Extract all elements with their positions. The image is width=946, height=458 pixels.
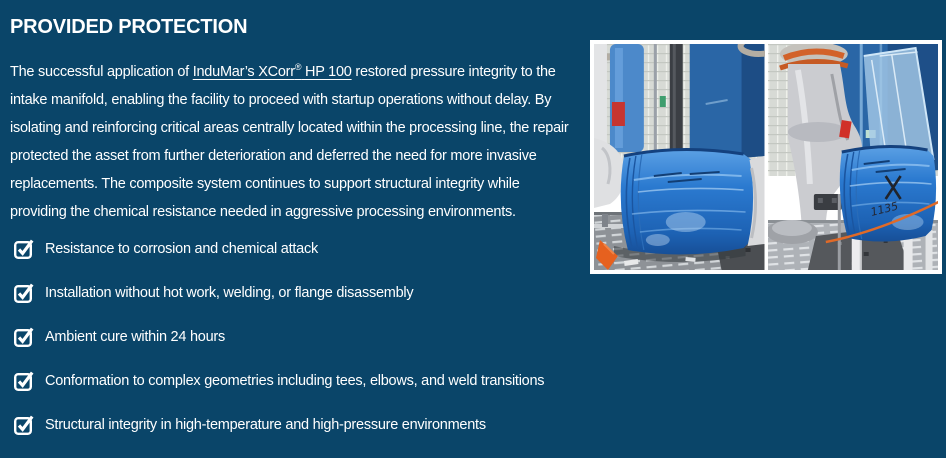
text-column [10,14,576,458]
checklist-item-label: Conformation to complex geometries including tees, elbows, and weld transitions [45,372,545,389]
checklist-item-label: Ambient cure within 24 hours [45,328,225,345]
checklist-item-label: Resistance to corrosion and chemical attack [45,240,318,257]
right-pipe-wrap-photo [768,44,939,270]
product-link-text-2: HP 100 [301,64,352,80]
svg-text:1135: 1135 [868,199,899,219]
checkbox-checked-icon [14,414,34,435]
benefits-checklist [14,238,576,435]
checklist-item [14,238,576,259]
product-link-text: InduMar’s XCorr [192,64,295,80]
checklist-item-label: Installation without hot work, welding, or flange disassembly [45,284,414,301]
checkbox-checked-icon [14,238,34,259]
product-link[interactable] [193,64,352,80]
page-title: PROVIDED PROTECTION [10,16,248,38]
checklist-item-label: Structural integrity in high-temperature and high-pressure environments [45,416,486,433]
paragraph-text-before: The successful application of [10,64,193,80]
checkbox-checked-icon [14,370,34,391]
checkbox-checked-icon [14,282,34,303]
checkbox-checked-icon [14,326,34,347]
checklist-item [14,282,576,303]
registered-trademark-symbol: ® [294,62,302,73]
left-pipe-wrap-photo [594,44,765,270]
body-paragraph [10,58,576,226]
paragraph-text-after: restored pressure integrity to the intake manifold, enabling the facility to proceed with startup operations without delay. By isolating and reinforcing critical areas centrally located within the processing line, the repair protected the asset from further deterioration and deferred the need for more invasive replacements. The composite system continues to support structural integrity while providing the chemical resistance needed in aggressive processing environments. [10,64,569,220]
case-study-photo-panel [590,40,942,274]
checklist-item [14,370,576,391]
checklist-item [14,326,576,347]
checklist-item [14,414,576,435]
